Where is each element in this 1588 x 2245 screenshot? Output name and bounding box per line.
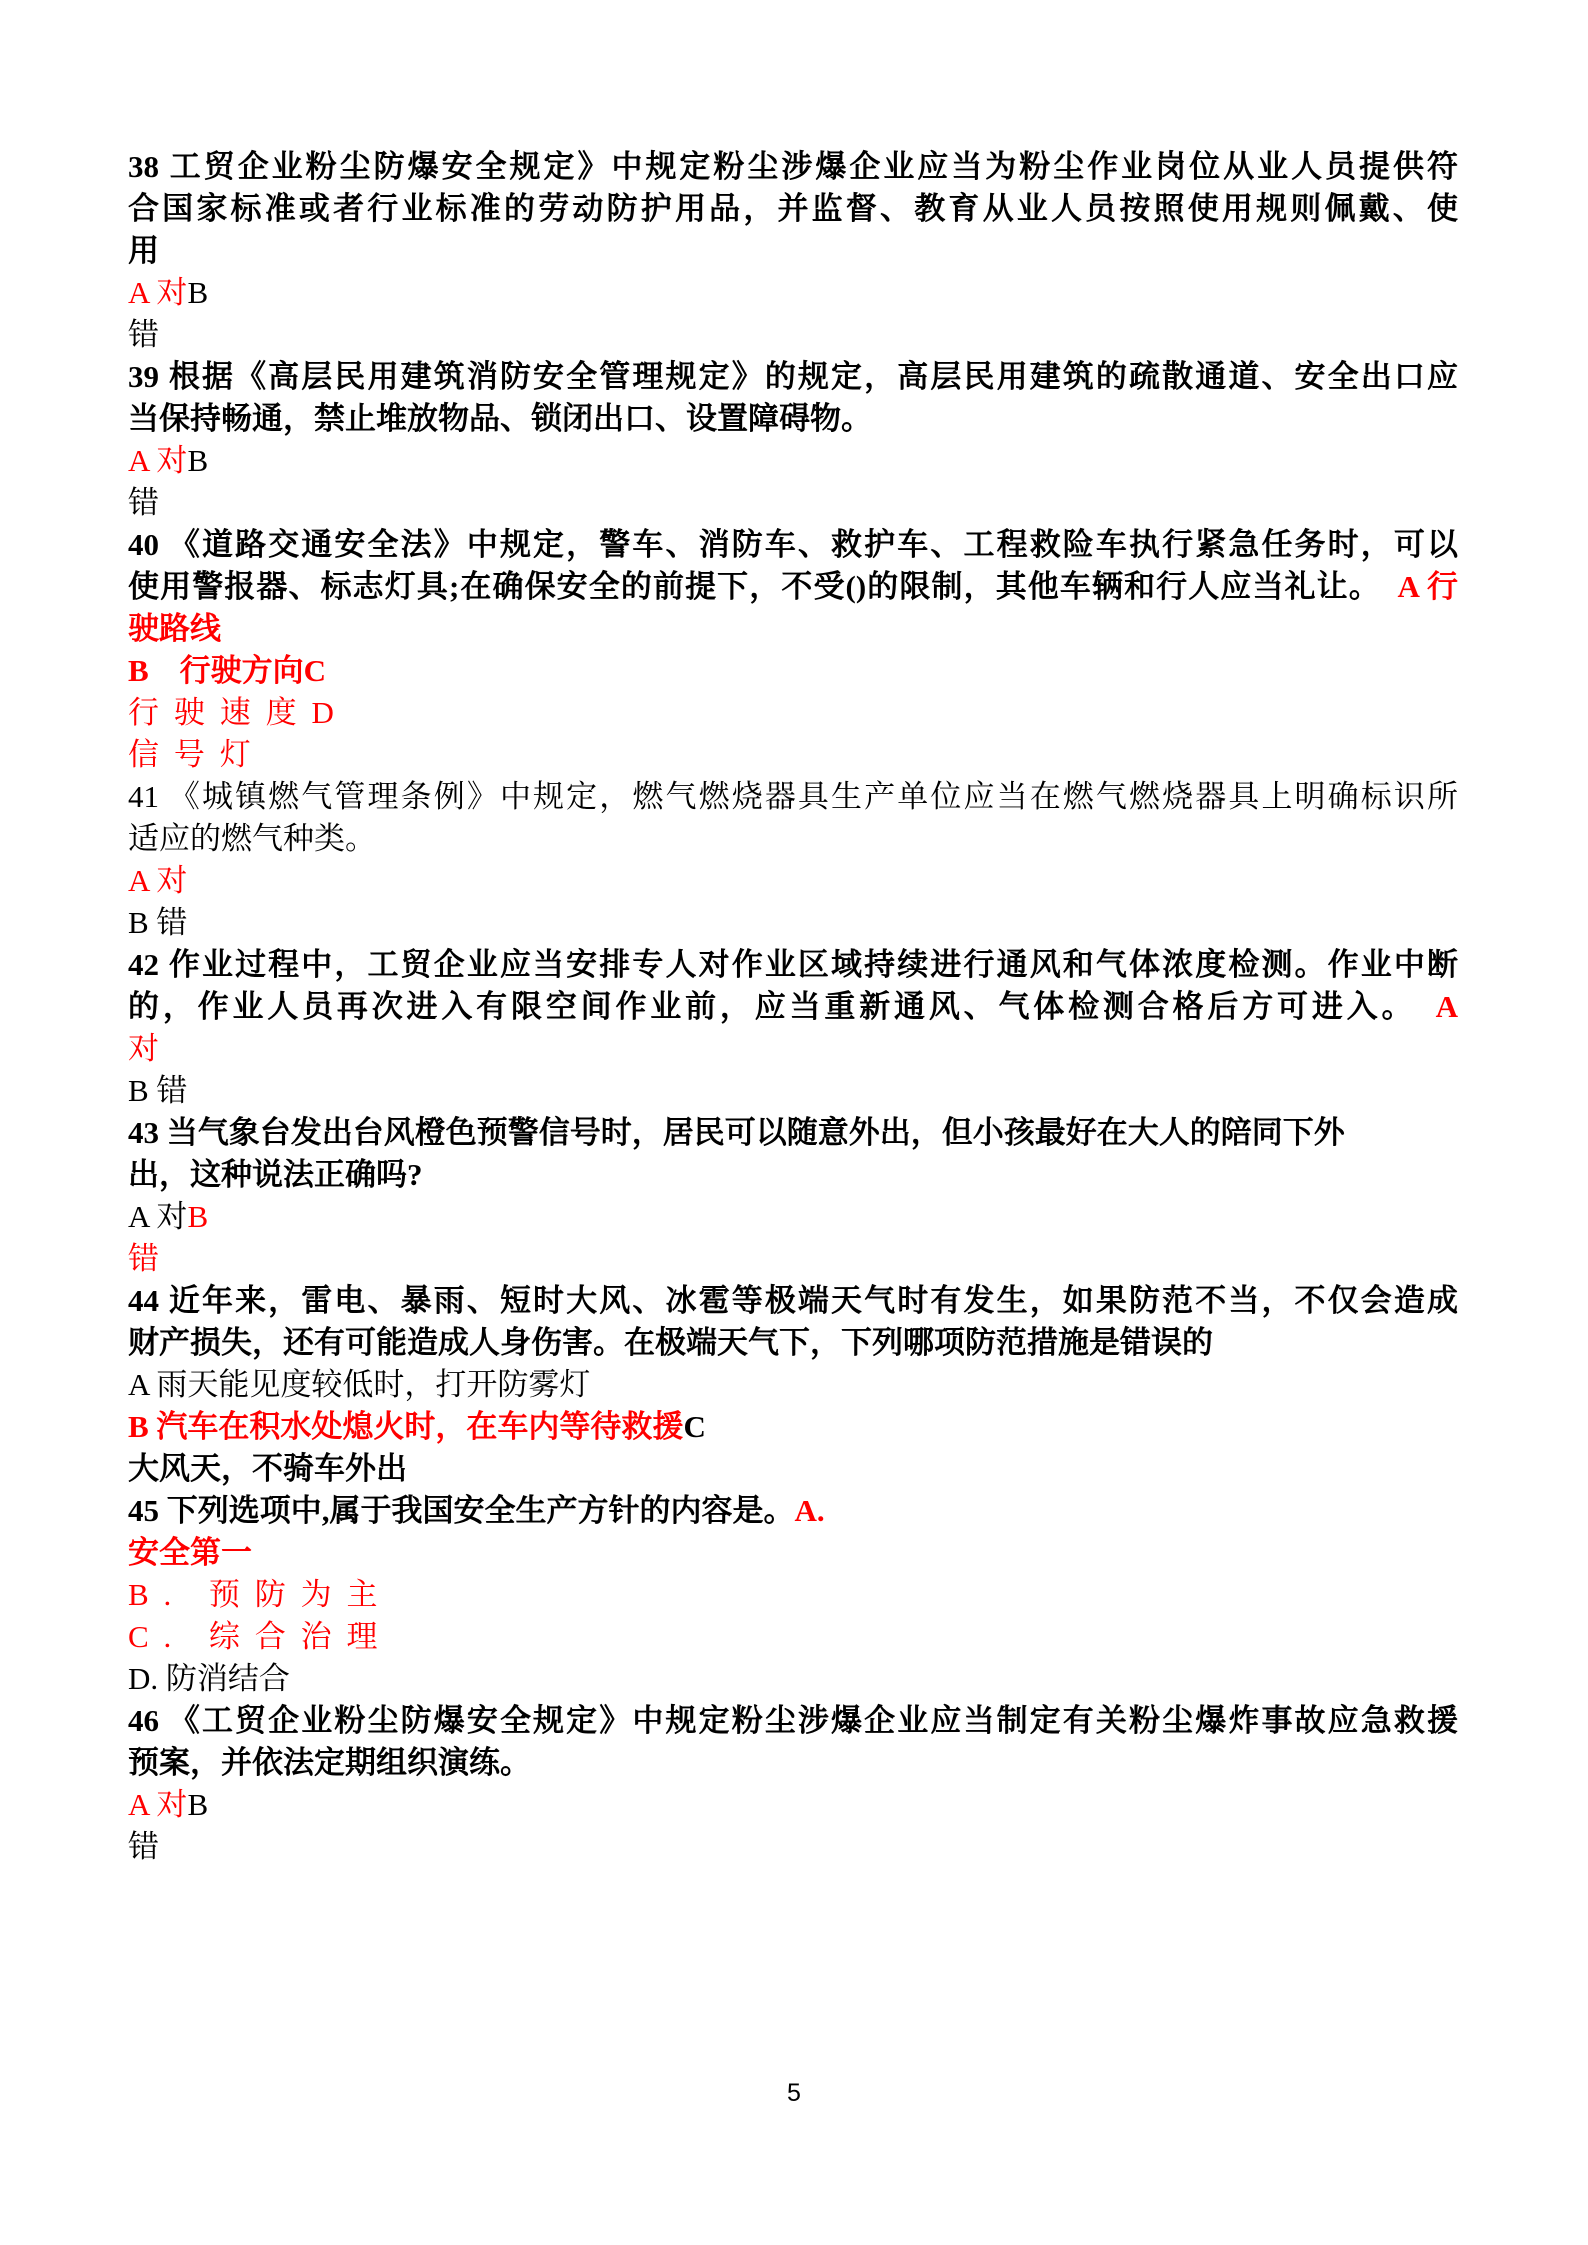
q43-options-a-b: [128, 1196, 1458, 1238]
q38-options-a-b: [128, 272, 1458, 314]
q43-text-line-2-segment-1: 出，这种说法正确吗?: [128, 1157, 423, 1192]
q46-text-line-1-segment-1: 46 《工贸企业粉尘防爆安全规定》中规定粉尘涉爆企业应当制定有关粉尘爆炸事故应急救援: [128, 1703, 1458, 1738]
q43-options-a-b-segment-2: B: [187, 1199, 209, 1234]
q44-text-line-2-segment-1: 财产损失，还有可能造成人身伤害。在极端天气下，下列哪项防范措施是错误的: [128, 1325, 1213, 1360]
q44-text-line-1: [128, 1280, 1458, 1322]
q39-text-line-2-segment-1: 当保持畅通，禁止堆放物品、锁闭出口、设置障碍物。: [128, 401, 872, 436]
q43-text-line-2: [128, 1154, 1458, 1196]
q44-option-a-segment-1: A 雨天能见度较低时，打开防雾灯: [128, 1367, 591, 1402]
q46-text-line-2: [128, 1742, 1458, 1784]
q42-option-a-continued-segment-1: 对: [128, 1031, 159, 1066]
q45-option-a-continued-segment-1: 安全第一: [128, 1535, 252, 1570]
q43-text-line-1: [128, 1112, 1458, 1154]
q45-option-d: [128, 1658, 1458, 1700]
q42-option-b: [128, 1070, 1458, 1112]
q41-option-b: [128, 902, 1458, 944]
q45-option-b-segment-1: B. 预防为主: [128, 1577, 393, 1612]
q39-options-a-b-segment-2: B: [187, 443, 209, 478]
q42-option-a-continued: [128, 1028, 1458, 1070]
q42-text-line-2-with-answer-a-segment-2: A: [1435, 989, 1458, 1024]
q44-options-b-c-segment-2: C: [683, 1409, 706, 1444]
q44-option-a: [128, 1364, 1458, 1406]
q38-options-a-b-segment-2: B: [187, 275, 209, 310]
q44-option-c-continued: [128, 1448, 1458, 1490]
q38-option-b-text-segment-1: 错: [128, 317, 159, 352]
q39-options-a-b-segment-1: A 对: [128, 443, 188, 478]
q40-option-c-d: [128, 692, 1458, 734]
q46-text-line-2-segment-1: 预案，并依法定期组织演练。: [128, 1745, 531, 1780]
document-body: [128, 146, 1458, 1868]
q38-text-line-1: [128, 146, 1458, 188]
q39-options-a-b: [128, 440, 1458, 482]
q38-text-line-2-segment-1: 合国家标准或者行业标准的劳动防护用品，并监督、教育从业人员按照使用规则佩戴、使: [128, 191, 1458, 226]
q46-text-line-1: [128, 1700, 1458, 1742]
q40-text-line-1-segment-1: 40 《道路交通安全法》中规定，警车、消防车、救护车、工程救险车执行紧急任务时，可以: [128, 527, 1458, 562]
q39-text-line-2: [128, 398, 1458, 440]
q40-option-d-text: [128, 734, 1458, 776]
q38-text-line-3-segment-1: 用: [128, 233, 159, 268]
q41-option-b-segment-1: B 错: [128, 905, 188, 940]
q42-text-line-1-segment-1: 42 作业过程中，工贸企业应当安排专人对作业区域持续进行通风和气体浓度检测。作业中断: [128, 947, 1458, 982]
q46-option-b-text: [128, 1826, 1458, 1868]
q45-option-d-segment-1: D. 防消结合: [128, 1661, 290, 1696]
q41-text-line-1-segment-1: 41 《城镇燃气管理条例》中规定，燃气燃烧器具生产单位应当在燃气燃烧器具上明确标识所: [128, 779, 1458, 814]
q46-options-a-b-segment-2: B: [187, 1787, 209, 1822]
q46-option-b-text-segment-1: 错: [128, 1829, 159, 1864]
q46-options-a-b: [128, 1784, 1458, 1826]
q40-option-a-continued-segment-1: 驶路线: [128, 611, 221, 646]
q45-option-c: [128, 1616, 1458, 1658]
q43-options-a-b-segment-1: A 对: [128, 1199, 188, 1234]
q40-option-d-text-segment-1: 信号灯: [128, 737, 266, 772]
q44-text-line-2: [128, 1322, 1458, 1364]
q43-option-b-continued-segment-1: 错: [128, 1241, 159, 1276]
q46-options-a-b-segment-1: A 对: [128, 1787, 188, 1822]
page-number: 5: [787, 2079, 801, 2107]
q41-text-line-2-segment-1: 适应的燃气种类。: [128, 821, 376, 856]
q45-option-b: [128, 1574, 1458, 1616]
q39-text-line-1: [128, 356, 1458, 398]
q43-text-line-1-segment-1: 43 当气象台发出台风橙色预警信号时，居民可以随意外出，但小孩最好在大人的陪同下外: [128, 1115, 1345, 1150]
q40-text-line-2-with-answer-a-segment-1: 使用警报器、标志灯具;在确保安全的前提下，不受()的限制，其他车辆和行人应当礼让。: [128, 569, 1398, 604]
q38-text-line-3: [128, 230, 1458, 272]
q45-text-with-answer-a-segment-2: A.: [794, 1493, 825, 1528]
q42-text-line-2-with-answer-a-segment-1: 的，作业人员再次进入有限空间作业前，应当重新通风、气体检测合格后方可进入。: [128, 989, 1436, 1024]
q41-option-a-segment-1: A 对: [128, 863, 188, 898]
q40-option-c-d-segment-1: 行驶速度D: [128, 695, 349, 730]
q39-option-b-text-segment-1: 错: [128, 485, 159, 520]
q38-option-b-text: [128, 314, 1458, 356]
q38-text-line-1-segment-1: 38 工贸企业粉尘防爆安全规定》中规定粉尘涉爆企业应当为粉尘作业岗位从业人员提供符: [128, 149, 1458, 184]
q43-option-b-continued: [128, 1238, 1458, 1280]
q40-options-b-c-segment-1: B 行驶方向C: [128, 653, 327, 688]
q40-text-line-2-with-answer-a-segment-2: A 行: [1397, 569, 1458, 604]
q42-text-line-1: [128, 944, 1458, 986]
q40-text-line-1: [128, 524, 1458, 566]
q44-options-b-c: [128, 1406, 1458, 1448]
q45-option-a-continued: [128, 1532, 1458, 1574]
q39-option-b-text: [128, 482, 1458, 524]
q41-text-line-1: [128, 776, 1458, 818]
q42-text-line-2-with-answer-a: [128, 986, 1458, 1028]
q45-text-with-answer-a-segment-1: 45 下列选项中,属于我国安全生产方针的内容是。: [128, 1493, 795, 1528]
q44-text-line-1-segment-1: 44 近年来，雷电、暴雨、短时大风、冰雹等极端天气时有发生，如果防范不当，不仅会造成: [128, 1283, 1458, 1318]
q42-option-b-segment-1: B 错: [128, 1073, 188, 1108]
q45-option-c-segment-1: C. 综合治理: [128, 1619, 393, 1654]
q40-text-line-2-with-answer-a: [128, 566, 1458, 608]
q40-options-b-c: [128, 650, 1458, 692]
q38-text-line-2: [128, 188, 1458, 230]
q40-option-a-continued: [128, 608, 1458, 650]
q39-text-line-1-segment-1: 39 根据《高层民用建筑消防安全管理规定》的规定，高层民用建筑的疏散通道、安全出口应: [128, 359, 1458, 394]
q44-options-b-c-segment-1: B 汽车在积水处熄火时，在车内等待救援: [128, 1409, 684, 1444]
q45-text-with-answer-a: [128, 1490, 1458, 1532]
q41-text-line-2: [128, 818, 1458, 860]
q41-option-a: [128, 860, 1458, 902]
q44-option-c-continued-segment-1: 大风天，不骑车外出: [128, 1451, 407, 1486]
q38-options-a-b-segment-1: A 对: [128, 275, 188, 310]
